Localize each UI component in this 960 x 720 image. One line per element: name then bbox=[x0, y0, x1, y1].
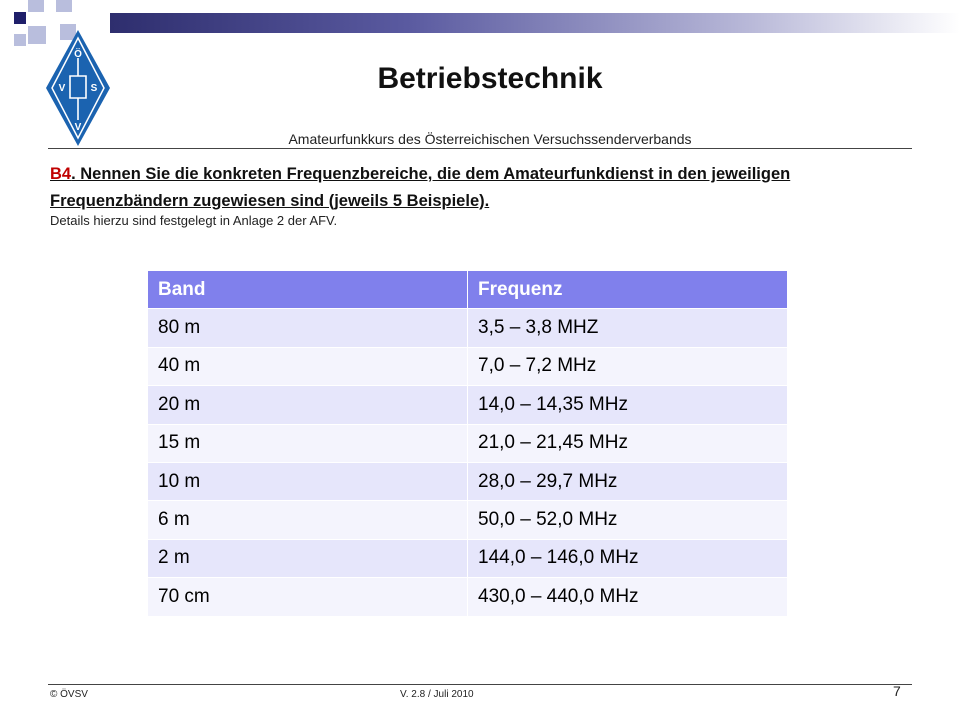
table-row bbox=[148, 462, 788, 500]
frequency-cell: 50,0 – 52,0 MHz bbox=[468, 501, 788, 539]
frequency-cell: 14,0 – 14,35 MHz bbox=[468, 386, 788, 424]
oevsv-logo bbox=[44, 28, 112, 148]
column-header-frequency: Frequenz bbox=[468, 271, 788, 309]
corner-square bbox=[14, 34, 26, 46]
band-cell: 2 m bbox=[148, 539, 468, 577]
header-divider bbox=[48, 148, 912, 149]
band-cell: 40 m bbox=[148, 347, 468, 385]
table-row bbox=[148, 347, 788, 385]
frequency-cell: 28,0 – 29,7 MHz bbox=[468, 462, 788, 500]
band-cell: 15 m bbox=[148, 424, 468, 462]
corner-square bbox=[14, 12, 26, 24]
logo-letter: S bbox=[90, 83, 98, 94]
footer-copyright: © ÖVSV bbox=[50, 689, 88, 700]
column-header-band: Band bbox=[148, 271, 468, 309]
table-row bbox=[148, 309, 788, 347]
frequency-table bbox=[147, 270, 788, 617]
page-subtitle: Amateurfunkkurs des Österreichischen Versuchssenderverbands bbox=[288, 131, 692, 147]
logo-letter: V bbox=[74, 122, 82, 133]
table-row bbox=[148, 578, 788, 616]
question-body: . Nennen Sie die konkreten Frequenzbereiche, die dem Amateurfunkdienst in den jeweiligen Frequenzbändern zugewiesen sind (jeweils 5 Beispiele). bbox=[50, 165, 791, 210]
question-id: B4 bbox=[50, 165, 72, 183]
corner-square bbox=[56, 0, 72, 12]
logo-letter: V bbox=[58, 83, 66, 94]
table-row bbox=[148, 424, 788, 462]
frequency-cell: 21,0 – 21,45 MHz bbox=[468, 424, 788, 462]
table-header-row bbox=[148, 271, 788, 309]
logo-letter: Ö bbox=[74, 49, 82, 60]
page-title: Betriebstechnik bbox=[377, 62, 603, 95]
footer-divider bbox=[48, 684, 912, 685]
question-note: Details hierzu sind festgelegt in Anlage 2 der AFV. bbox=[50, 213, 338, 228]
table-row bbox=[148, 539, 788, 577]
question-text bbox=[50, 161, 870, 215]
frequency-cell: 3,5 – 3,8 MHZ bbox=[468, 309, 788, 347]
header-gradient-bar bbox=[110, 13, 960, 33]
page-number: 7 bbox=[893, 683, 901, 699]
band-cell: 20 m bbox=[148, 386, 468, 424]
footer-version: V. 2.8 / Juli 2010 bbox=[400, 689, 474, 700]
table-row bbox=[148, 386, 788, 424]
band-cell: 10 m bbox=[148, 462, 468, 500]
table-row bbox=[148, 501, 788, 539]
corner-square bbox=[28, 0, 44, 12]
band-cell: 70 cm bbox=[148, 578, 468, 616]
frequency-cell: 7,0 – 7,2 MHz bbox=[468, 347, 788, 385]
band-cell: 80 m bbox=[148, 309, 468, 347]
frequency-cell: 430,0 – 440,0 MHz bbox=[468, 578, 788, 616]
frequency-cell: 144,0 – 146,0 MHz bbox=[468, 539, 788, 577]
band-cell: 6 m bbox=[148, 501, 468, 539]
